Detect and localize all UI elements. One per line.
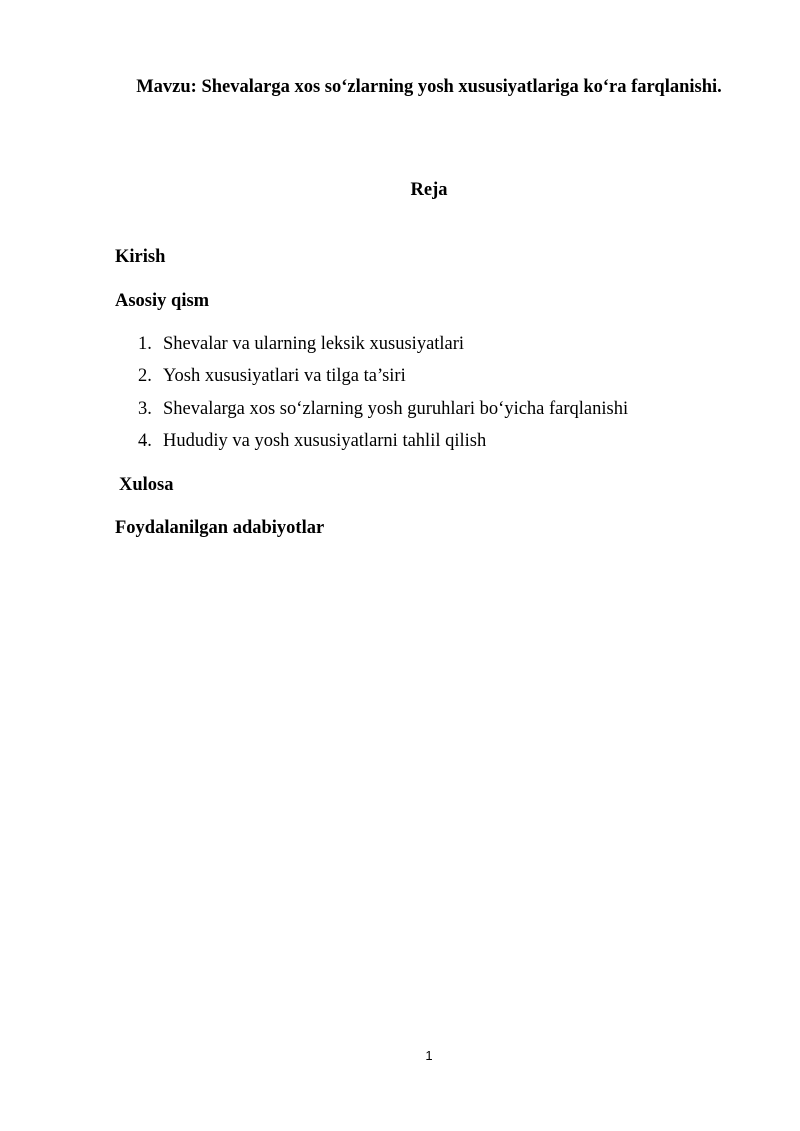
section-main: Asosiy qism bbox=[115, 291, 210, 311]
document-title: Mavzu: Shevalarga xos so‘zlarning yosh xususiyatlariga ko‘ra farqlanishi. bbox=[136, 77, 722, 97]
list-item-text: Hududiy va yosh xususiyatlarni tahlil qilish bbox=[163, 430, 487, 451]
list-item bbox=[138, 430, 628, 462]
list-item-number: 1. bbox=[138, 334, 152, 354]
section-intro: Kirish bbox=[115, 247, 166, 267]
main-items-list bbox=[138, 333, 628, 462]
list-item-text: Yosh xususiyatlari va tilga ta’siri bbox=[163, 366, 406, 387]
list-item bbox=[138, 398, 628, 430]
plan-heading: Reja bbox=[410, 180, 448, 200]
list-item-text: Shevalarga xos so‘zlarning yosh guruhlari bo‘yicha farqlanishi bbox=[163, 398, 629, 419]
list-item-number: 2. bbox=[138, 366, 152, 387]
list-item-text: Shevalar va ularning leksik xususiyatlari bbox=[163, 334, 465, 354]
list-item-number: 3. bbox=[138, 398, 152, 419]
list-item bbox=[138, 333, 628, 365]
list-item-number: 4. bbox=[138, 430, 152, 451]
section-references: Foydalanilgan adabiyotlar bbox=[115, 518, 325, 538]
page-number: 1 bbox=[425, 1048, 433, 1063]
section-conclusion: Xulosa bbox=[119, 475, 174, 495]
list-item bbox=[138, 365, 628, 397]
